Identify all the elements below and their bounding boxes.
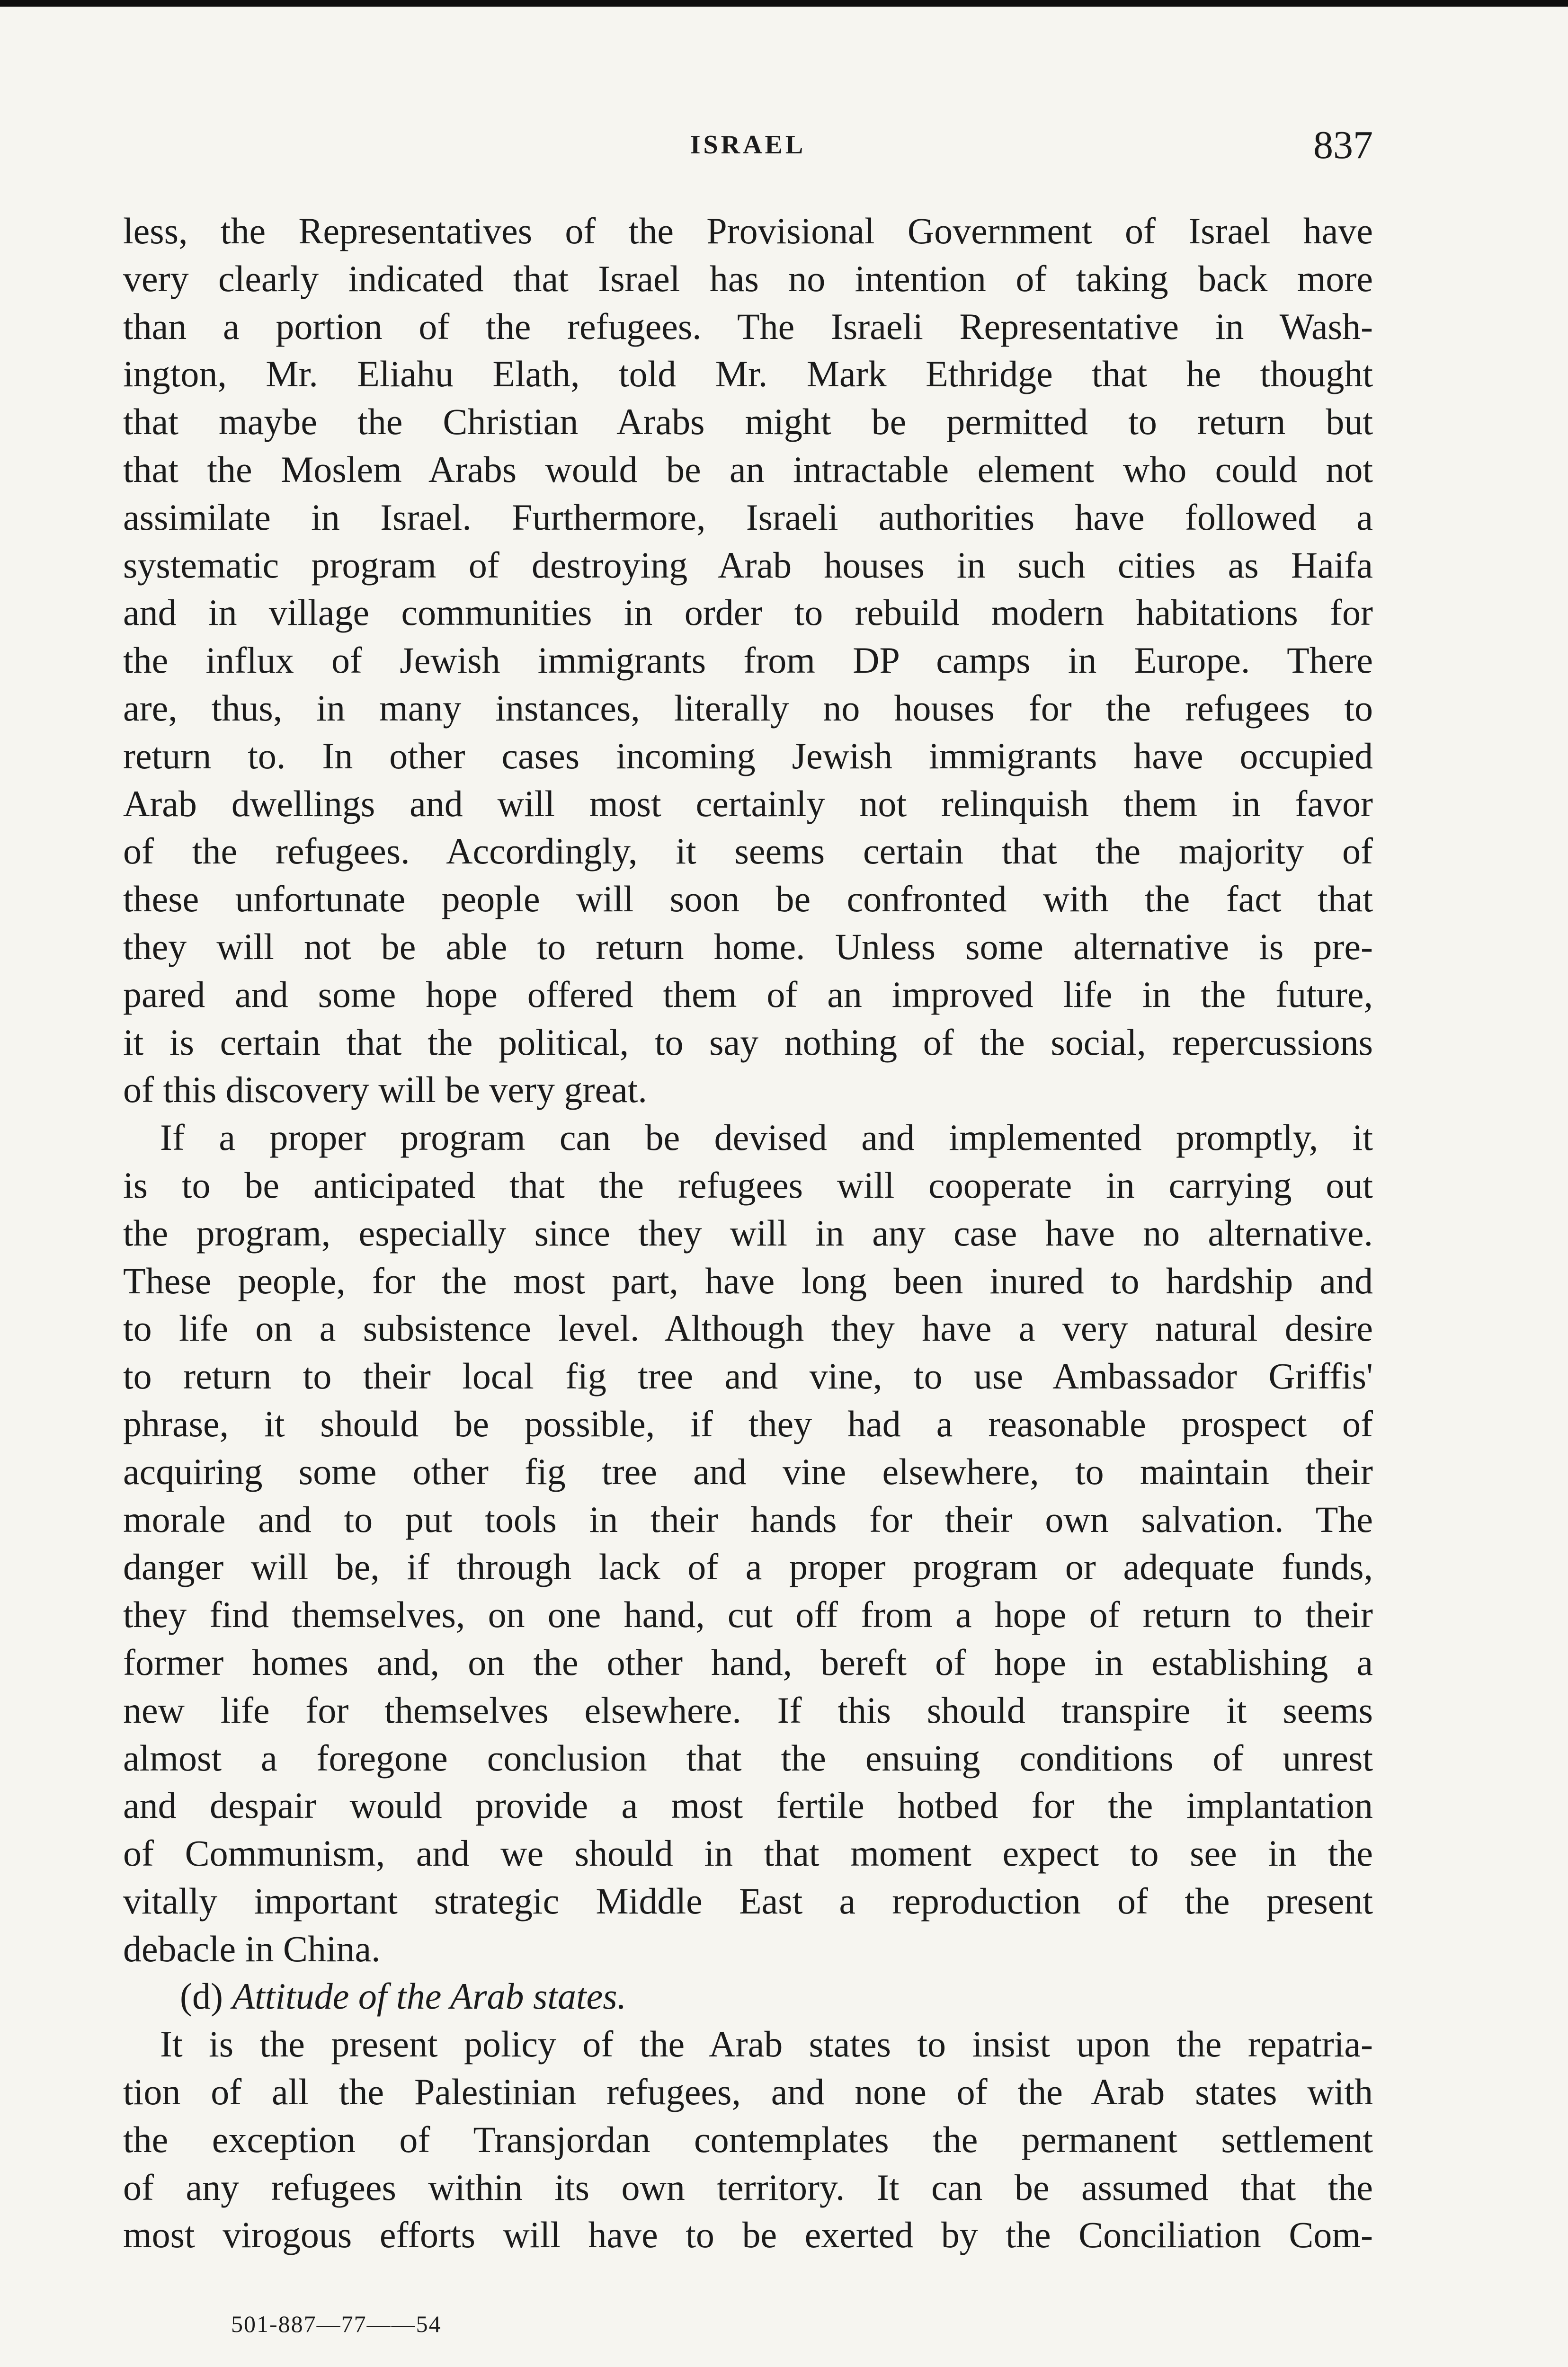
text-line: they will not be able to return home. Unless some alternative is pre- bbox=[123, 925, 1373, 967]
text-line: former homes and, on the other hand, bereft of hope in establishing a bbox=[123, 1641, 1373, 1683]
text-line: are, thus, in many instances, literally no houses for the refugees to bbox=[123, 687, 1373, 729]
text-line: vitally important strategic Middle East a reproduction of the present bbox=[123, 1880, 1373, 1922]
text-line: pared and some hope offered them of an improved life in the future, bbox=[123, 973, 1373, 1015]
text-line: they find themselves, on one hand, cut off from a hope of return to their bbox=[123, 1594, 1373, 1636]
text-line: very clearly indicated that Israel has no intention of taking back more bbox=[123, 258, 1373, 299]
top-border-rule bbox=[0, 0, 1568, 7]
text-line: of Communism, and we should in that moment expect to see in the bbox=[123, 1833, 1373, 1874]
text-line: It is the present policy of the Arab states to insist upon the repatria- bbox=[160, 2023, 1373, 2065]
section-title: Attitude of the Arab states. bbox=[232, 1975, 627, 2017]
text-line: the influx of Jewish immigrants from DP camps in Europe. There bbox=[123, 640, 1373, 681]
text-line: danger will be, if through lack of a proper program or adequate funds, bbox=[123, 1546, 1373, 1588]
text-line: it is certain that the political, to say nothing of the social, repercussions bbox=[123, 1021, 1373, 1063]
text-line: and in village communities in order to rebuild modern habitations for bbox=[123, 592, 1373, 633]
text-line: that maybe the Christian Arabs might be permitted to return but bbox=[123, 401, 1373, 443]
text-line: return to. In other cases incoming Jewish immigrants have occupied bbox=[123, 735, 1373, 776]
print-code: 501-887—77——54 bbox=[231, 2311, 442, 2337]
text-line: morale and to put tools in their hands for their own salvation. The bbox=[123, 1498, 1373, 1540]
text-line: new life for themselves elsewhere. If this should transpire it seems bbox=[123, 1689, 1373, 1731]
text-line: systematic program of destroying Arab houses in such cities as Haifa bbox=[123, 544, 1373, 586]
text-line: to life on a subsistence level. Although they have a very natural desire bbox=[123, 1308, 1373, 1349]
text-line: almost a foregone conclusion that the ensuing conditions of unrest bbox=[123, 1737, 1373, 1779]
text-line: These people, for the most part, have long been inured to hardship and bbox=[123, 1260, 1373, 1301]
paragraph-2 bbox=[123, 1114, 1373, 1973]
section-heading bbox=[123, 1973, 1373, 2020]
section-marker: (d) bbox=[180, 1975, 223, 2017]
text-line: the program, especially since they will in any case have no alternative. bbox=[123, 1212, 1373, 1254]
text-line: ington, Mr. Eliahu Elath, told Mr. Mark Ethridge that he thought bbox=[123, 353, 1373, 395]
text-line: most virogous efforts will have to be exerted by the Conciliation Com- bbox=[123, 2214, 1373, 2256]
text-line: assimilate in Israel. Furthermore, Israeli authorities have followed a bbox=[123, 496, 1373, 538]
running-head: ISRAEL bbox=[690, 130, 806, 160]
text-line: of this discovery will be very great. bbox=[123, 1069, 647, 1111]
paragraph-3 bbox=[123, 2020, 1373, 2259]
text-line: of the refugees. Accordingly, it seems certain that the majority of bbox=[123, 830, 1373, 872]
text-line: phrase, it should be possible, if they had a reasonable prospect of bbox=[123, 1403, 1373, 1444]
body-text bbox=[123, 207, 1373, 2259]
text-line: that the Moslem Arabs would be an intractable element who could not bbox=[123, 448, 1373, 490]
text-line: and despair would provide a most fertile hotbed for the implantation bbox=[123, 1785, 1373, 1826]
text-line: less, the Representatives of the Provisional Government of Israel have bbox=[123, 210, 1373, 251]
text-line: these unfortunate people will soon be confronted with the fact that bbox=[123, 878, 1373, 920]
text-line: Arab dwellings and will most certainly not relinquish them in favor bbox=[123, 783, 1373, 824]
page-header bbox=[123, 122, 1373, 165]
text-line: the exception of Transjordan contemplates the permanent settlement bbox=[123, 2118, 1373, 2160]
text-line: to return to their local fig tree and vine, to use Ambassador Griffis' bbox=[123, 1355, 1373, 1397]
text-line: If a proper program can be devised and implemented promptly, it bbox=[160, 1117, 1373, 1158]
text-line: acquiring some other fig tree and vine elsewhere, to maintain their bbox=[123, 1450, 1373, 1492]
page-number: 837 bbox=[1313, 123, 1373, 167]
text-line: is to be anticipated that the refugees will cooperate in carrying out bbox=[123, 1164, 1373, 1206]
text-line: than a portion of the refugees. The Israeli Representative in Wash- bbox=[123, 305, 1373, 347]
paragraph-1 bbox=[123, 207, 1373, 1114]
text-line: tion of all the Palestinian refugees, and none of the Arab states with bbox=[123, 2071, 1373, 2113]
text-line: of any refugees within its own territory. It can be assumed that the bbox=[123, 2166, 1373, 2208]
text-line: debacle in China. bbox=[123, 1928, 381, 1969]
